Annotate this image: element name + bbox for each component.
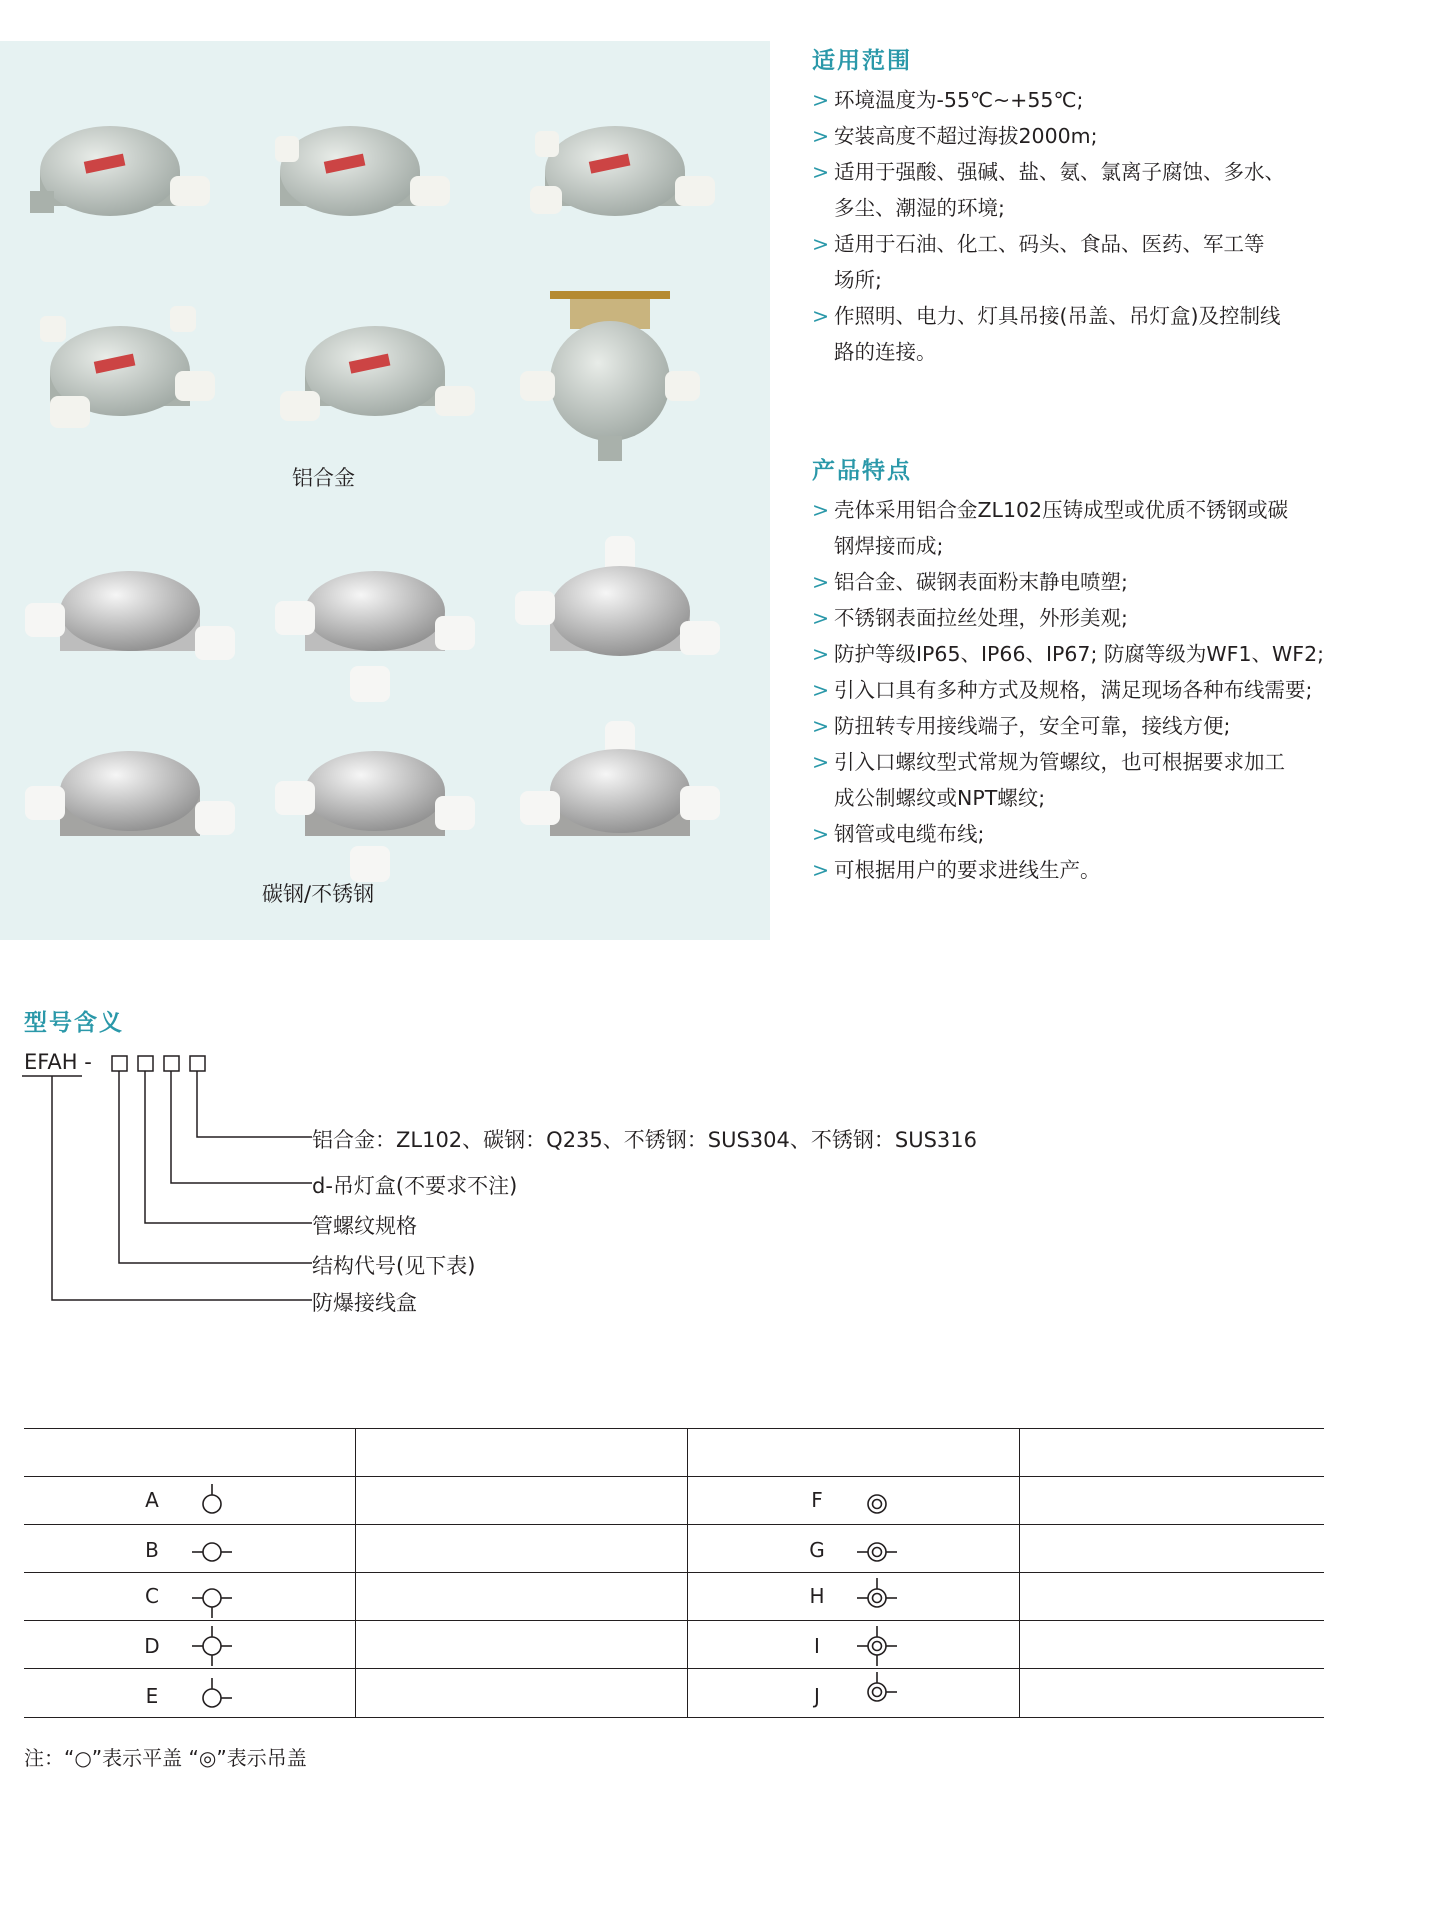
code-b: B [145, 1538, 159, 1562]
bullet-marker: > [812, 232, 830, 256]
hang-left-right-icon [855, 1534, 899, 1570]
junction-box-photo [280, 326, 475, 421]
code-e: E [145, 1684, 159, 1708]
code-box [190, 1056, 205, 1071]
model-prefix: EFAH [24, 1050, 78, 1074]
scope-list [812, 82, 1412, 370]
junction-box-photo [40, 306, 215, 428]
features-item [812, 600, 1412, 636]
scope-title: 适用范围 [812, 48, 912, 74]
legend-thread: 管螺纹规格 [312, 1214, 417, 1238]
scope-item-line: 适用于强酸、强碱、盐、氨、氯离子腐蚀、多水、 [834, 160, 1285, 184]
model-tree-lines [0, 1040, 320, 1310]
code-box [112, 1056, 127, 1071]
hang-left-right-up-icon [855, 1576, 899, 1616]
features-item-line: 引入口螺纹型式常规为管螺纹，也可根据要求加工 [834, 750, 1285, 774]
caption-steel: 碳钢/不锈钢 [262, 882, 375, 906]
code-box [138, 1056, 153, 1071]
features-item [812, 708, 1412, 744]
bullet-marker: > [812, 822, 830, 846]
bullet-marker: > [812, 750, 830, 774]
bullet-marker: > [812, 304, 830, 328]
code-c: C [145, 1584, 159, 1608]
scope-item-line: 适用于石油、化工、码头、食品、医药、军工等 [834, 232, 1265, 256]
model-dash: - [84, 1050, 92, 1074]
stainless-junction-box-photo [275, 751, 475, 882]
features-item [812, 816, 1412, 852]
legend-structure: 结构代号(见下表) [312, 1254, 476, 1278]
features-item [812, 636, 1412, 672]
stainless-pendant-box-photo [520, 721, 720, 836]
scope-item [812, 118, 1412, 154]
features-list [812, 492, 1412, 888]
features-item-line: 钢管或电缆布线; [834, 822, 985, 846]
model-title: 型号含义 [24, 1010, 124, 1036]
legend-pendant: d-吊灯盒(不要求不注) [312, 1174, 518, 1198]
features-item-line: 钢焊接而成; [834, 534, 944, 558]
junction-box-photo [275, 126, 450, 216]
steel-junction-box-photo [275, 571, 475, 702]
features-item-line: 防护等级IP65、IP66、IP67; 防腐等级为WF1、WF2; [834, 642, 1325, 666]
junction-box-photo [30, 126, 210, 216]
features-item-line: 成公制螺纹或NPT螺纹; [834, 786, 1046, 810]
flat-cross-icon [190, 1624, 234, 1668]
caption-aluminum: 铝合金 [292, 466, 355, 490]
features-item-line: 防扭转专用接线端子，安全可靠，接线方便; [834, 714, 1231, 738]
features-item-line: 铝合金、碳钢表面粉末静电喷塑; [834, 570, 1128, 594]
stainless-junction-box-photo [25, 751, 235, 836]
bullet-marker: > [812, 678, 830, 702]
bullet-marker: > [812, 88, 830, 112]
bullet-marker: > [812, 606, 830, 630]
scope-item-line: 作照明、电力、灯具吊接(吊盖、吊灯盒)及控制线 [834, 304, 1281, 328]
features-item [812, 564, 1412, 600]
bullet-marker: > [812, 498, 830, 522]
pendant-junction-box-photo [520, 291, 700, 461]
features-item [812, 744, 1412, 816]
code-i: I [814, 1634, 820, 1658]
bullet-marker: > [812, 124, 830, 148]
scope-item-line: 安装高度不超过海拔2000m; [834, 124, 1098, 148]
scope-item-line: 路的连接。 [834, 340, 937, 364]
features-item-line: 引入口具有多种方式及规格，满足现场各种布线需要; [834, 678, 1313, 702]
code-a: A [145, 1488, 159, 1512]
code-j: J [814, 1684, 820, 1708]
flat-left-right-down-icon [190, 1580, 234, 1620]
legend-material: 铝合金：ZL102、碳钢：Q235、不锈钢：SUS304、不锈钢：SUS316 [312, 1128, 978, 1152]
bullet-marker: > [812, 714, 830, 738]
code-box [164, 1056, 179, 1071]
hang-none-icon [855, 1484, 899, 1520]
code-d: D [144, 1634, 160, 1658]
flat-left-right-icon [190, 1534, 234, 1570]
steel-junction-box-photo [25, 571, 235, 660]
features-item [812, 852, 1412, 888]
features-item-line: 不锈钢表面拉丝处理，外形美观; [834, 606, 1128, 630]
scope-item-line: 环境温度为-55℃~+55℃; [834, 88, 1084, 112]
flat-up-icon [190, 1484, 234, 1520]
hang-cross-icon [855, 1624, 899, 1668]
features-item [812, 672, 1412, 708]
bullet-marker: > [812, 642, 830, 666]
scope-item-line: 场所; [834, 268, 882, 292]
junction-box-photo [530, 126, 715, 216]
bullet-marker: > [812, 858, 830, 882]
legend-box: 防爆接线盒 [312, 1291, 417, 1315]
features-item-line: 壳体采用铝合金ZL102压铸成型或优质不锈钢或碳 [834, 498, 1289, 522]
bullet-marker: > [812, 570, 830, 594]
features-title: 产品特点 [812, 458, 912, 484]
bullet-marker: > [812, 160, 830, 184]
scope-item [812, 154, 1412, 226]
cover-note: 注：“○”表示平盖 “◎”表示吊盖 [24, 1746, 307, 1770]
code-h: H [809, 1584, 825, 1608]
steel-pendant-box-photo [515, 536, 720, 656]
product-illustrations [0, 41, 770, 940]
features-item-line: 可根据用户的要求进线生产。 [834, 858, 1101, 882]
scope-item [812, 82, 1412, 118]
flat-right-down-icon [190, 1676, 234, 1716]
scope-item [812, 226, 1412, 298]
scope-item-line: 多尘、潮湿的环境; [834, 196, 1005, 220]
code-g: G [809, 1538, 825, 1562]
features-item [812, 492, 1412, 564]
code-f: F [811, 1488, 823, 1512]
hang-right-icon [855, 1670, 899, 1710]
scope-item [812, 298, 1412, 370]
